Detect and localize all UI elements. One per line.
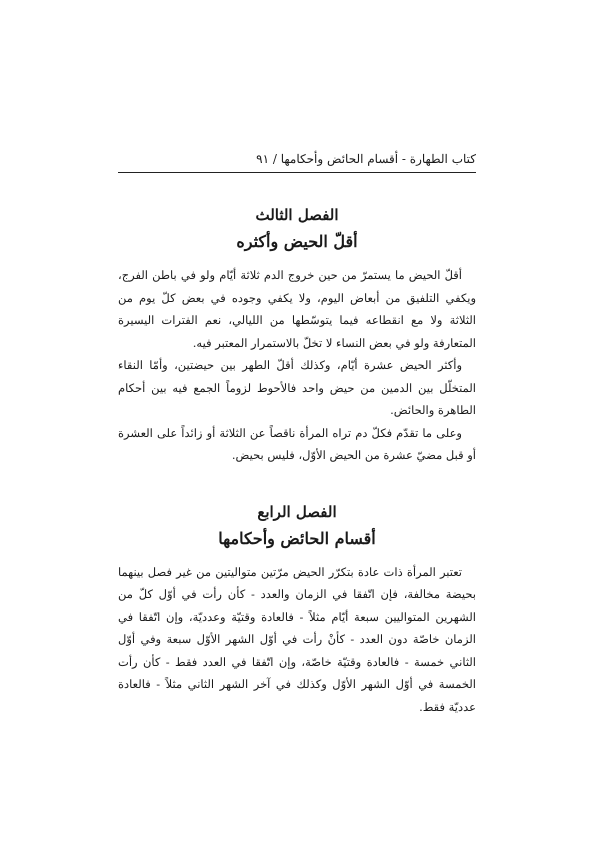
header-divider bbox=[118, 172, 476, 173]
chapter-four bbox=[118, 501, 476, 719]
chapter-subtitle: أقلّ الحيض وأكثره bbox=[236, 232, 358, 251]
page-body bbox=[118, 180, 476, 718]
running-header: كتاب الطهارة - أقسام الحائض وأحكامها / ٩١ bbox=[256, 152, 476, 166]
paragraph: تعتبر المرأة ذات عادة بتكرّر الحيض مرّتين متواليتين من غير فصل بينهما بحيضة مخالفة، فإن اتّفقا في الزمان والعدد - كأن رأت في أوّل كلّ من الشهرين المتواليين سبعة أيّام مثلاً - فالعادة وقتيّة وعدديّة، وإن اتّفقا في الزمان خاصّة دون العدد - كأنْ رأت في أوّل الشهر الأوّل سبعة وفي أوّل الثاني خمسة - فالعادة وقتيّة خاصّة، وإن اتّفقا في العدد فقط - كأن رأت الخمسة في أوّل الشهر الأوّل وكذلك في آخر الشهر الثاني مثلاً - فالعادة عدديّة فقط. bbox=[118, 564, 476, 714]
paragraph: وعلى ما تقدّم فكلّ دم تراه المرأة ناقصاً عن الثلاثة أو زائداً على العشرة أو قبل مضيّ عشرة من الحيض الأوّل، فليس بحيض. bbox=[118, 425, 476, 462]
chapter-subtitle: أقسام الحائض وأحكامها bbox=[218, 528, 376, 548]
paragraph: وأكثر الحيض عشرة أيّام، وكذلك أقلّ الطهر بين حيضتين، وأمّا النقاء المتخلّل بين الدمين من حيض واحد فالأحوط لزوماً الجمع فيه بين أحكام الطاهرة والحائض. bbox=[118, 358, 476, 417]
chapter-three bbox=[118, 204, 476, 467]
chapter-title: الفصل الثالث bbox=[255, 206, 339, 224]
paragraph: أقلّ الحيض ما يستمرّ من حين خروج الدم ثلاثة أيّام ولو في باطن الفرج، ويكفي التلفيق من أبعاض اليوم، ولا يكفي وجوده في بعض كلّ يوم من الثلاثة ولا مع انقطاعه فيما يتوسّطها من الليالي، نعم الفترات اليسيرة المتعارفة ولو في بعض النساء لا تخلّ بالاستمرار المعتبر فيه. bbox=[118, 268, 476, 350]
chapter-title: الفصل الرابع bbox=[257, 502, 337, 521]
